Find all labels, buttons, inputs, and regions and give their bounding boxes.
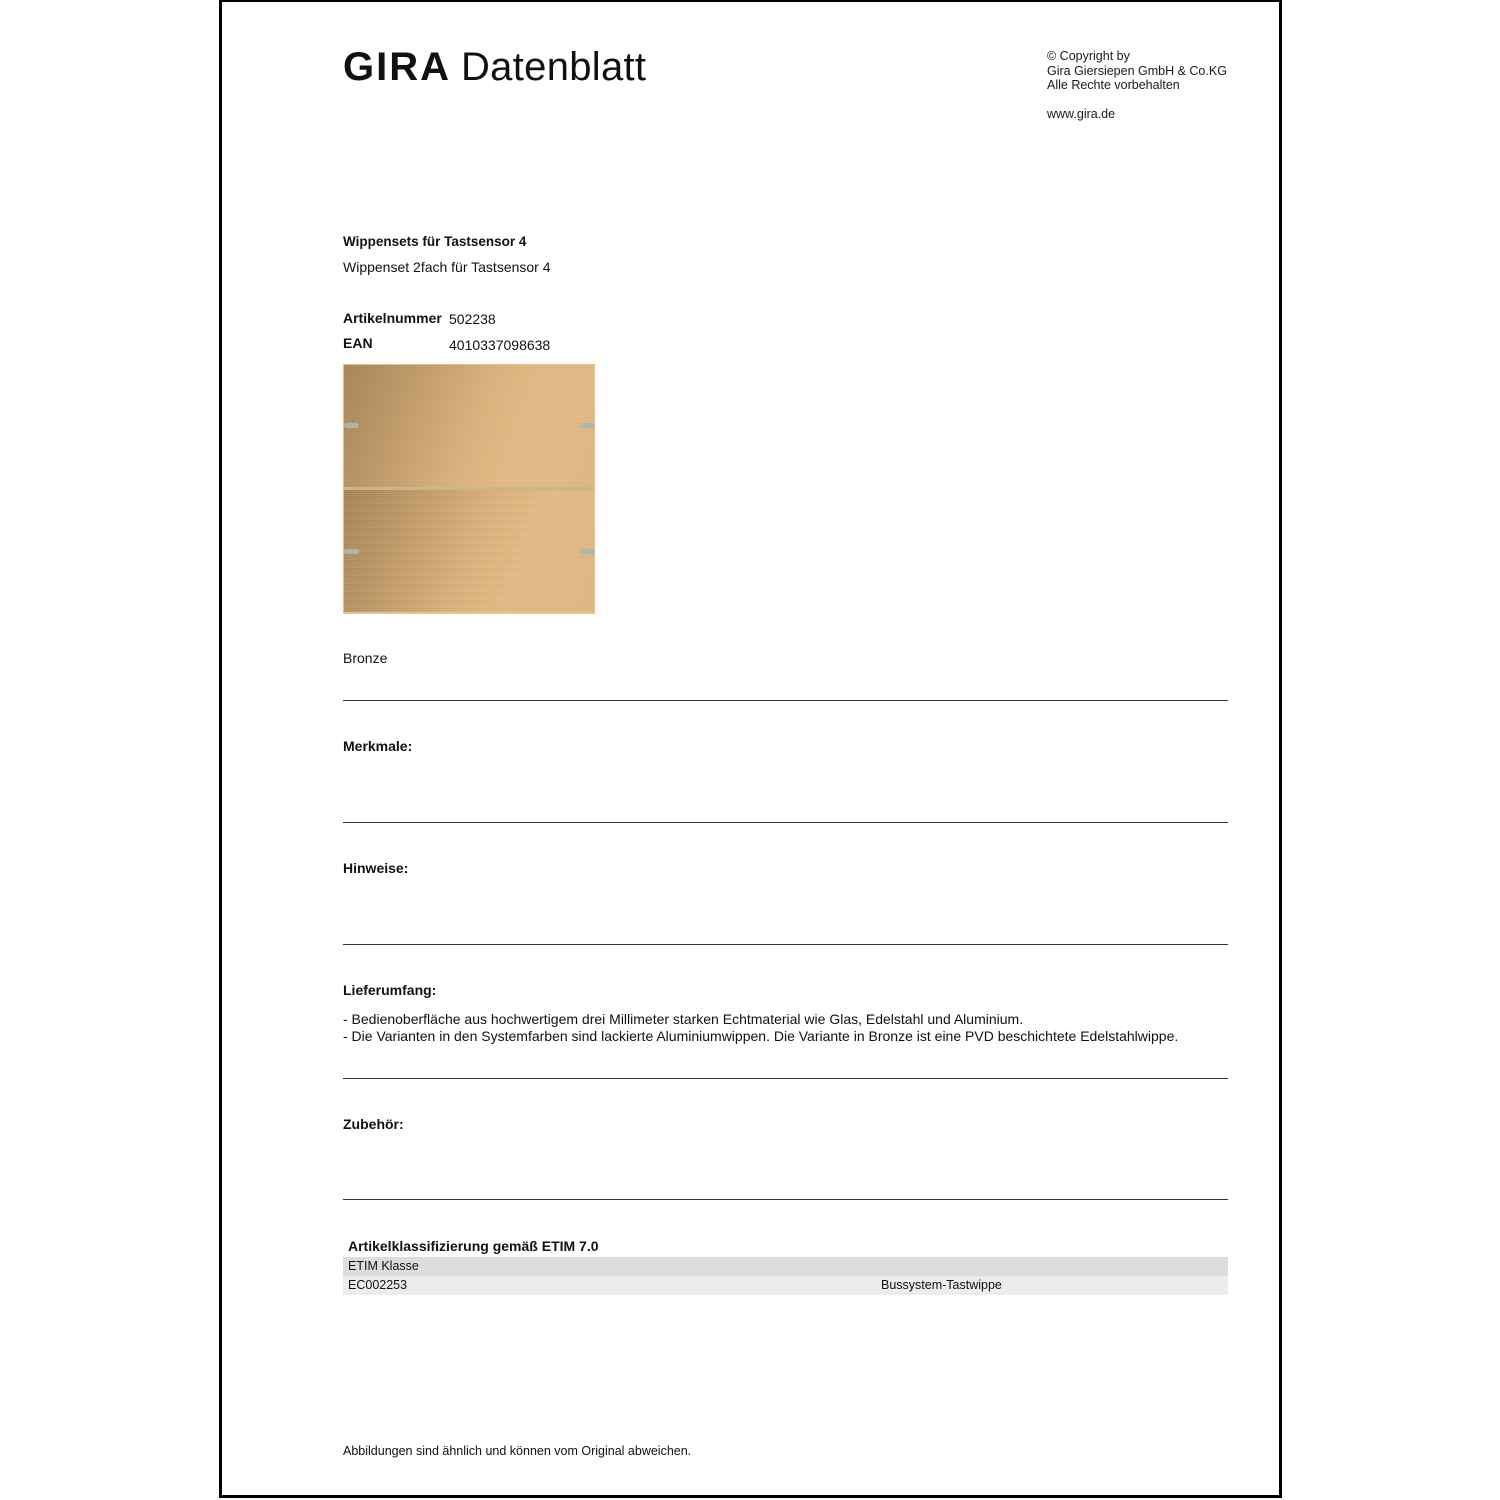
etim-class-code: EC002253 <box>348 1278 408 1292</box>
led-indicator-icon <box>344 423 359 428</box>
article-number-value: 502238 <box>449 311 496 327</box>
copyright-block <box>1047 49 1227 121</box>
rocker-top-panel <box>344 365 594 487</box>
lieferumfang-list <box>343 1011 1228 1044</box>
footer-disclaimer: Abbildungen sind ähnlich und können vom Original abweichen. <box>343 1444 692 1458</box>
divider <box>343 700 1228 701</box>
led-indicator-icon <box>580 549 595 554</box>
copyright-line-1: © Copyright by <box>1047 49 1130 63</box>
article-number-label: Artikelnummer <box>343 310 442 326</box>
divider <box>343 1078 1228 1079</box>
ean-value: 4010337098638 <box>449 337 551 353</box>
copyright-line-2: Gira Giersiepen GmbH & Co.KG <box>1047 63 1227 78</box>
product-category: Wippensets für Tastsensor 4 <box>343 234 527 249</box>
section-zubehoer-title: Zubehör: <box>343 1116 404 1132</box>
divider <box>343 944 1228 945</box>
rocker-bottom-panel <box>344 490 594 612</box>
etim-table <box>343 1257 1228 1295</box>
list-item: - Bedienoberfläche aus hochwertigem drei Millimeter starken Echtmaterial wie Glas, Edelstahl und Aluminium. <box>343 1011 1024 1027</box>
etim-classification-title: Artikelklassifizierung gemäß ETIM 7.0 <box>348 1238 599 1254</box>
copyright-line-3: Alle Rechte vorbehalten <box>1047 78 1180 92</box>
product-color: Bronze <box>343 650 388 666</box>
etim-class-description: Bussystem-Tastwippe <box>881 1278 1002 1292</box>
brand-name: GIRA <box>343 45 451 89</box>
list-item: - Die Varianten in den Systemfarben sind lackierte Aluminiumwippen. Die Variante in Bronze ist eine PVD beschichtete Edelstahlwippe. <box>343 1027 1179 1044</box>
section-merkmale-title: Merkmale: <box>343 738 413 754</box>
table-row <box>343 1276 1228 1295</box>
gira-datenblatt-logo <box>343 44 646 90</box>
led-indicator-icon <box>580 423 595 428</box>
product-image <box>343 364 595 614</box>
section-hinweise-title: Hinweise: <box>343 860 409 876</box>
etim-table-header <box>343 1257 1228 1276</box>
section-lieferumfang-title: Lieferumfang: <box>343 982 437 998</box>
product-name: Wippenset 2fach für Tastsensor 4 <box>343 259 551 275</box>
divider <box>343 822 1228 823</box>
document-type: Datenblatt <box>461 45 647 89</box>
ean-label: EAN <box>343 335 373 351</box>
etim-header-label: ETIM Klasse <box>348 1259 419 1273</box>
divider <box>343 1199 1228 1200</box>
led-indicator-icon <box>344 549 359 554</box>
website-link[interactable]: www.gira.de <box>1047 106 1116 121</box>
